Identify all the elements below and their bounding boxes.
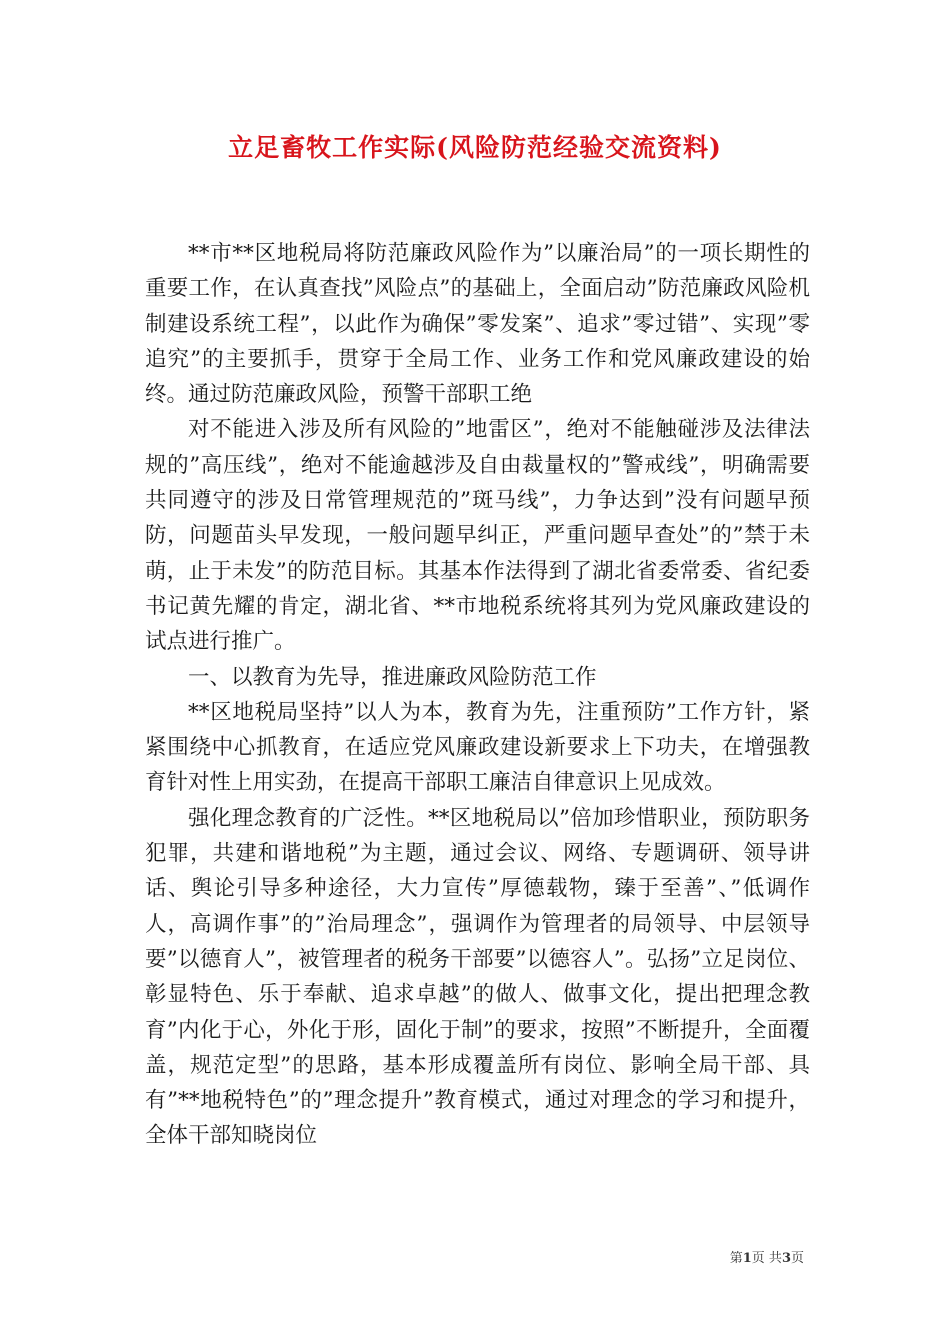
paragraph-intro: **市**区地税局将防范廉政风险作为”以廉治局”的一项长期性的重要工作，在认真查找”风险点”的基础上，全面启动”防范廉政风险机制建设系统工程”，以此作为确保”零发案”、追求”零过错”、实现”零追究”的主要抓手，贯穿于全局工作、业务工作和党风廉政建设的始终。通过防范廉政风险，预警干部职工绝	[145, 241, 810, 408]
footer-current-page: 1	[742, 1251, 752, 1266]
document-title: 立足畜牧工作实际(风险防范经验交流资料)	[228, 133, 722, 162]
footer-total-pages: 3	[781, 1251, 791, 1266]
document-body	[145, 236, 810, 1154]
page-number-footer	[730, 1247, 804, 1266]
footer-prefix: 第	[729, 1251, 743, 1266]
paragraph-concept-education: 强化理念教育的广泛性。**区地税局以”倍加珍惜职业，预防职务犯罪，共建和谐地税”为主题，通过会议、网络、专题调研、领导讲话、舆论引导多种途径，大力宣传”厚德载物，臻于至善”、”低调作人，高调作事”的”治局理念”，强调作为管理者的局领导、中层领导要”以德育人”，被管理者的税务干部要”以德容人”。弘扬”立足岗位、彰显特色、乐于奉献、追求卓越”的做人、做事文化，提出把理念教育”内化于心，外化于形，固化于制”的要求，按照”不断提升，全面覆盖，规范定型”的思路，基本形成覆盖所有岗位、影响全局干部、具有”**地税特色”的”理念提升”教育模式，通过对理念的学习和提升，全体干部知晓岗位	[145, 805, 810, 1149]
paragraph-continuation: 对不能进入涉及所有风险的”地雷区”，绝对不能触碰涉及法律法规的”高压线”，绝对不能逾越涉及自由裁量权的”警戒线”，明确需要共同遵守的涉及日常管理规范的”斑马线”，力争达到”没有问题早预防，问题苗头早发现，一般问题早纠正，严重问题早查处”的”禁于未萌，止于未发”的防范目标。其基本作法得到了湖北省委常委、省纪委书记黄先耀的肯定，湖北省、**市地税系统将其列为党风廉政建设的试点进行推广。	[145, 417, 810, 655]
paragraph-education-policy: **区地税局坚持”以人为本，教育为先，注重预防”工作方针，紧紧围绕中心抓教育，在适应党风廉政建设新要求上下功夫，在增强教育针对性上用实劲，在提高干部职工廉洁自律意识上见成效。	[145, 699, 810, 796]
footer-middle: 页 共	[751, 1251, 782, 1266]
footer-suffix: 页	[790, 1251, 804, 1266]
section-heading-1: 一、以教育为先导，推进廉政风险防范工作	[188, 664, 597, 690]
